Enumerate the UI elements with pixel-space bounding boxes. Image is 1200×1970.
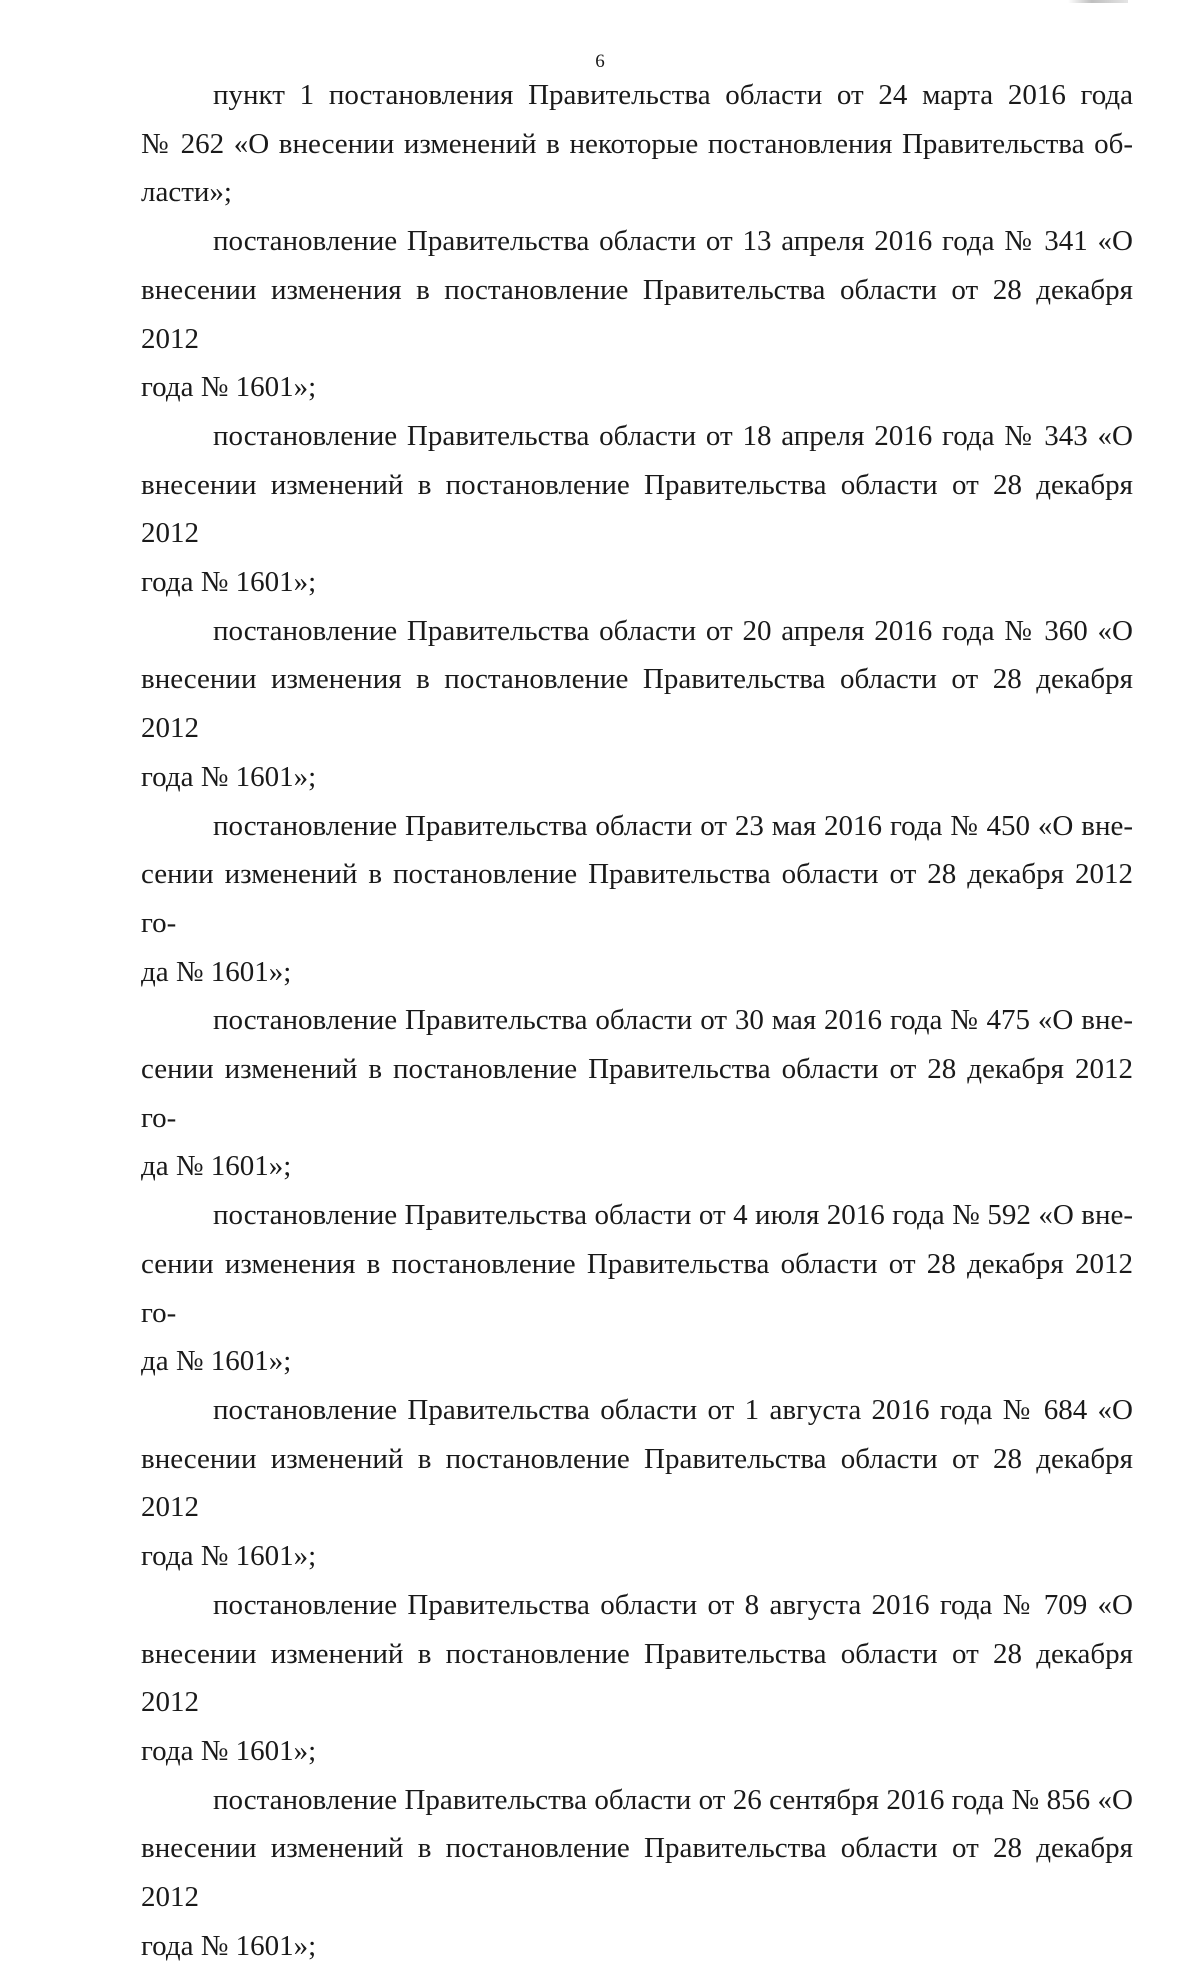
paragraph-9-line-2: внесении изменений в постановление Правительства области от 28 декабря 2012 [141, 1637, 1133, 1719]
paragraph-2-line-2: внесении изменения в постановление Правительства области от 28 декабря 2012 [141, 273, 1133, 355]
paragraph-5-line-2: сении изменений в постановление Правительства области от 28 декабря 2012 го- [141, 858, 1133, 939]
paragraph-7-line-1: постановление Правительства области от 4 июля 2016 года № 592 «О вне- [213, 1199, 1133, 1232]
paragraph-8-line-3: года № 1601»; [141, 1540, 317, 1573]
paragraph-10 [141, 1776, 1133, 1970]
paragraph-6-line-3: да № 1601»; [141, 1150, 292, 1183]
page-number: 6 [595, 51, 605, 72]
paragraph-9 [141, 1581, 1133, 1776]
paragraph-9-line-1: постановление Правительства области от 8 августа 2016 года № 709 «О [213, 1588, 1133, 1621]
paragraph-4 [141, 607, 1133, 802]
paragraph-4-line-3: года № 1601»; [141, 760, 317, 793]
paragraph-6-line-1: постановление Правительства области от 30 мая 2016 года № 475 «О вне- [213, 1004, 1133, 1037]
paragraph-10-line-2: внесении изменений в постановление Правительства области от 28 декабря 2012 [141, 1832, 1133, 1914]
paragraph-3-line-2: внесении изменений в постановление Правительства области от 28 декабря 2012 [141, 468, 1133, 550]
paragraph-8-line-1: постановление Правительства области от 1 августа 2016 года № 684 «О [213, 1393, 1133, 1426]
paragraph-2-line-1: постановление Правительства области от 13 апреля 2016 года № 341 «О [213, 225, 1133, 258]
paragraph-1 [141, 71, 1133, 217]
paragraph-2 [141, 217, 1133, 412]
paragraph-8-line-2: внесении изменений в постановление Правительства области от 28 декабря 2012 [141, 1442, 1133, 1524]
paragraph-10-line-3: года № 1601»; [141, 1929, 317, 1962]
paragraph-5-line-3: да № 1601»; [141, 955, 292, 988]
paragraph-9-line-3: года № 1601»; [141, 1734, 317, 1767]
paragraph-8 [141, 1386, 1133, 1581]
paragraph-1-line-3: ласти»; [141, 176, 232, 209]
document-body [141, 71, 1133, 1970]
paragraph-5-line-1: постановление Правительства области от 23 мая 2016 года № 450 «О вне- [213, 809, 1133, 842]
paragraph-6 [141, 996, 1133, 1191]
paragraph-1-line-2: № 262 «О внесении изменений в некоторые постановления Правительства об- [141, 127, 1133, 160]
paragraph-3-line-1: постановление Правительства области от 18 апреля 2016 года № 343 «О [213, 419, 1133, 452]
paragraph-4-line-1: постановление Правительства области от 20 апреля 2016 года № 360 «О [213, 614, 1133, 647]
paragraph-7-line-3: да № 1601»; [141, 1345, 292, 1378]
paragraph-6-line-2: сении изменений в постановление Правительства области от 28 декабря 2012 го- [141, 1053, 1133, 1134]
paragraph-10-line-1: постановление Правительства области от 26 сентября 2016 года № 856 «О [213, 1783, 1133, 1816]
paragraph-3 [141, 412, 1133, 607]
paragraph-1-line-1: пункт 1 постановления Правительства области от 24 марта 2016 года [213, 79, 1133, 111]
paragraph-7-line-2: сении изменения в постановление Правительства области от 28 декабря 2012 го- [141, 1247, 1133, 1329]
paragraph-7 [141, 1191, 1133, 1386]
paragraph-2-line-3: года № 1601»; [141, 371, 317, 404]
paragraph-5 [141, 802, 1133, 997]
paragraph-4-line-2: внесении изменения в постановление Правительства области от 28 декабря 2012 [141, 663, 1133, 745]
scan-edge-mark [1068, 0, 1128, 3]
paragraph-3-line-3: года № 1601»; [141, 566, 317, 599]
